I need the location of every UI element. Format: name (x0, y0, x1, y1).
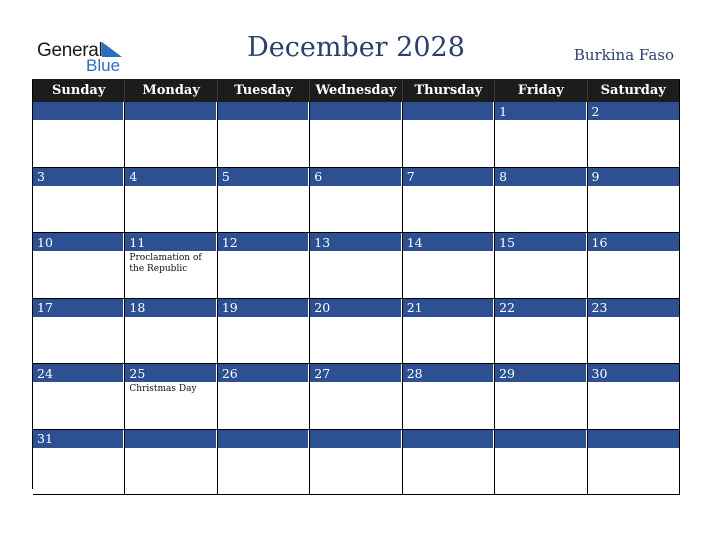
week-row (33, 168, 680, 234)
day-cell[interactable] (310, 430, 402, 495)
holiday-event (218, 120, 309, 124)
holiday-event (33, 448, 124, 452)
day-cell[interactable] (218, 364, 310, 429)
weekday-header-row (33, 79, 680, 102)
day-number: 9 (588, 168, 679, 186)
weekday-monday: Monday (125, 79, 217, 102)
day-cell[interactable] (33, 299, 125, 364)
day-number: 25 (125, 364, 216, 382)
day-cell[interactable] (310, 102, 402, 167)
holiday-event (495, 382, 586, 386)
day-number (33, 102, 124, 120)
holiday-event (125, 186, 216, 190)
holiday-event (33, 317, 124, 321)
day-number: 8 (495, 168, 586, 186)
day-number: 5 (218, 168, 309, 186)
day-cell[interactable] (125, 168, 217, 233)
day-number: 15 (495, 233, 586, 251)
day-number: 21 (403, 299, 494, 317)
day-number: 13 (310, 233, 401, 251)
day-number (310, 102, 401, 120)
day-cell[interactable] (495, 299, 587, 364)
weekday-saturday: Saturday (600, 83, 666, 98)
day-cell[interactable] (33, 233, 125, 298)
holiday-event (588, 186, 679, 190)
holiday-event (310, 448, 401, 452)
day-number (403, 430, 494, 448)
day-cell[interactable] (125, 299, 217, 364)
day-cell[interactable] (218, 299, 310, 364)
day-number: 6 (310, 168, 401, 186)
day-cell[interactable] (403, 299, 495, 364)
holiday-event: Christmas Day (129, 384, 197, 394)
day-cell[interactable] (495, 430, 587, 495)
holiday-event (495, 120, 586, 124)
holiday-event (218, 448, 309, 452)
holiday-event (33, 120, 124, 124)
holiday-event (588, 448, 679, 452)
day-number: 1 (495, 102, 586, 120)
holiday-event (310, 317, 401, 321)
logo-blue-text: Blue (86, 56, 121, 75)
day-cell[interactable] (125, 233, 217, 298)
day-number: 7 (403, 168, 494, 186)
day-cell[interactable] (403, 233, 495, 298)
week-row (33, 364, 680, 430)
holiday-event (33, 382, 124, 386)
holiday-event (125, 317, 216, 321)
day-number: 29 (495, 364, 586, 382)
day-number: 22 (495, 299, 586, 317)
week-row (33, 430, 680, 496)
calendar-title: December 2028 (247, 32, 465, 63)
holiday-event (403, 448, 494, 452)
day-cell[interactable] (588, 364, 680, 429)
weekday-sunday: Sunday (33, 79, 125, 102)
holiday-event (125, 448, 216, 452)
holiday-event (218, 317, 309, 321)
day-number: 19 (218, 299, 309, 317)
holiday-event (310, 120, 401, 124)
day-cell[interactable] (403, 168, 495, 233)
holiday-event (588, 382, 679, 386)
day-number: 24 (33, 364, 124, 382)
holiday-event (588, 251, 679, 255)
day-cell[interactable] (495, 168, 587, 233)
day-cell[interactable] (403, 364, 495, 429)
holiday-event (310, 251, 401, 255)
day-number: 28 (403, 364, 494, 382)
day-cell[interactable] (33, 168, 125, 233)
day-cell[interactable] (218, 168, 310, 233)
day-number: 2 (588, 102, 679, 120)
holiday-event (33, 251, 124, 255)
day-cell[interactable] (218, 102, 310, 167)
holiday-event (403, 382, 494, 386)
weekday-thursday: Thursday (403, 79, 495, 102)
holiday-event (218, 382, 309, 386)
day-number: 10 (33, 233, 124, 251)
holiday-event (495, 186, 586, 190)
week-row (33, 102, 680, 168)
day-number: 23 (588, 299, 679, 317)
holiday-event (588, 120, 679, 124)
day-cell[interactable] (588, 430, 680, 495)
day-cell[interactable] (310, 233, 402, 298)
day-cell[interactable] (403, 430, 495, 495)
holiday-event (495, 448, 586, 452)
weekday-wednesday: Wednesday (310, 79, 402, 102)
holiday-event (125, 120, 216, 124)
day-cell[interactable] (125, 364, 217, 429)
day-cell[interactable] (588, 168, 680, 233)
day-number (125, 430, 216, 448)
day-cell[interactable] (218, 430, 310, 495)
week-row (33, 233, 680, 299)
holiday-event (310, 186, 401, 190)
weekday-friday: Friday (495, 79, 587, 102)
holiday-event (403, 251, 494, 255)
holiday-event (218, 251, 309, 255)
day-number: 20 (310, 299, 401, 317)
day-number: 14 (403, 233, 494, 251)
day-number (125, 102, 216, 120)
holiday-event (495, 251, 586, 255)
day-cell[interactable] (310, 168, 402, 233)
holiday-event (403, 120, 494, 124)
day-cell[interactable] (495, 233, 587, 298)
day-cell[interactable] (495, 364, 587, 429)
day-number: 18 (125, 299, 216, 317)
day-number: 16 (588, 233, 679, 251)
day-cell[interactable] (403, 102, 495, 167)
weekday-tuesday: Tuesday (218, 79, 310, 102)
calendar-grid (32, 79, 680, 489)
day-cell[interactable] (218, 233, 310, 298)
day-number: 12 (218, 233, 309, 251)
holiday-event (403, 186, 494, 190)
day-number (403, 102, 494, 120)
weeks-container (33, 102, 680, 495)
day-cell[interactable] (310, 299, 402, 364)
day-number (588, 430, 679, 448)
day-number (310, 430, 401, 448)
holiday-event: Proclamation of the Republic (129, 253, 202, 274)
day-number (218, 430, 309, 448)
day-number (218, 102, 309, 120)
week-row (33, 299, 680, 365)
day-number (495, 430, 586, 448)
country-label: Burkina Faso (573, 46, 674, 64)
holiday-event (588, 317, 679, 321)
day-number: 17 (33, 299, 124, 317)
day-cell[interactable] (588, 233, 680, 298)
logo-general-text: General (37, 40, 103, 61)
day-number: 4 (125, 168, 216, 186)
day-number: 31 (33, 430, 124, 448)
holiday-event (495, 317, 586, 321)
day-cell[interactable] (588, 102, 680, 167)
day-cell[interactable] (495, 102, 587, 167)
day-number: 3 (33, 168, 124, 186)
day-number: 11 (125, 233, 216, 251)
day-cell[interactable] (588, 299, 680, 364)
day-cell[interactable] (33, 364, 125, 429)
day-cell[interactable] (125, 430, 217, 495)
day-cell[interactable] (310, 364, 402, 429)
day-number: 30 (588, 364, 679, 382)
day-number: 26 (218, 364, 309, 382)
holiday-event (403, 317, 494, 321)
day-cell[interactable] (125, 102, 217, 167)
day-number: 27 (310, 364, 401, 382)
holiday-event (218, 186, 309, 190)
holiday-event (310, 382, 401, 386)
holiday-event (33, 186, 124, 190)
day-cell[interactable] (33, 430, 125, 495)
day-cell[interactable] (33, 102, 125, 167)
